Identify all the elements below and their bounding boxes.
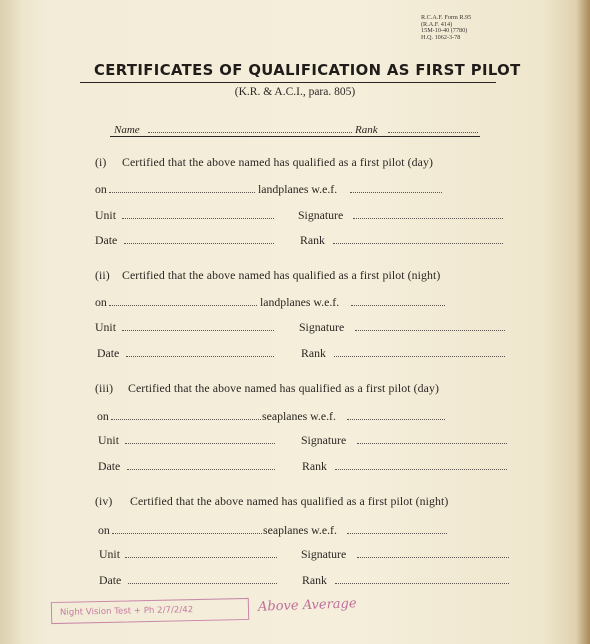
unit-field[interactable] [122,218,274,219]
on-field[interactable] [109,305,257,306]
page-subtitle: (K.R. & A.C.I., para. 805) [234,86,356,98]
certificate-section [95,268,515,363]
on-field[interactable] [111,419,261,420]
on-label: on [95,182,107,196]
date-label: Date [99,573,122,587]
on-label: on [97,409,109,423]
certificate-heading [95,381,439,396]
certificate-section [95,381,515,476]
craft-label: landplanes w.e.f. [258,182,338,196]
page-title: CERTIFICATES OF QUALIFICATION AS FIRST PILOT [94,62,521,79]
signature-field[interactable] [355,330,505,331]
on-field[interactable] [109,192,255,193]
date-field[interactable] [127,469,275,470]
rank-label: Rank [355,124,378,136]
name-field[interactable] [148,132,352,133]
certificate-number: (iv) [95,494,113,508]
title-underline [80,82,496,83]
form-ref-line: H.Q. 1062-3-78 [421,33,461,41]
handwritten-note: Above Average [257,596,357,615]
certificate-heading [95,155,433,170]
certificate-text: Certified that the above named has qualified as a first pilot (day) [128,381,440,395]
date-field[interactable] [128,583,277,584]
date-field[interactable] [124,243,274,244]
certificate-section [95,494,515,589]
on-field[interactable] [112,533,262,534]
signature-field[interactable] [357,557,509,558]
form-ref-line: R.C.A.F. Form R.95 [421,14,472,21]
signature-label: Signature [301,547,347,561]
craft-label: seaplanes w.e.f. [262,409,336,423]
signature-label: Signature [298,208,344,222]
on-label: on [98,523,110,537]
signature-field[interactable] [357,443,507,444]
craft-label: seaplanes w.e.f. [263,523,337,537]
date-label: Date [95,233,118,247]
rank-field[interactable] [388,132,478,133]
name-rank-underline [110,136,480,137]
rank-label: Rank [302,573,327,587]
certificate-section [95,155,515,250]
rank-label: Rank [301,346,326,360]
rank-field[interactable] [333,243,503,244]
form-ref-line: (R.A.F. 414) [421,20,453,28]
craft-label: landplanes w.e.f. [260,295,340,309]
wef-date-field[interactable] [351,305,445,306]
signature-label: Signature [299,320,345,334]
date-label: Date [98,459,121,473]
unit-field[interactable] [125,443,275,444]
certificate-number: (ii) [95,268,110,282]
date-field[interactable] [126,356,274,357]
rank-label: Rank [302,459,327,473]
wef-date-field[interactable] [347,533,447,534]
wef-date-field[interactable] [350,192,442,193]
certificate-number: (iii) [95,381,114,395]
unit-label: Unit [95,320,116,334]
certificate-heading [95,268,440,283]
name-label: Name [114,124,140,136]
test-stamp: Night Vision Test + Ph 2/7/2/42 [51,598,249,624]
name-rank-row [110,122,480,138]
unit-label: Unit [99,547,120,561]
form-ref-line: 15M-10-40 (7780) [421,27,468,35]
certificate-number: (i) [95,155,107,169]
certificate-text: Certified that the above named has qualified as a first pilot (night) [122,268,441,282]
unit-label: Unit [98,433,119,447]
signature-label: Signature [301,433,347,447]
certificate-text: Certified that the above named has qualified as a first pilot (day) [122,155,434,169]
date-label: Date [97,346,120,360]
rank-label: Rank [300,233,325,247]
unit-field[interactable] [125,557,277,558]
unit-field[interactable] [122,330,274,331]
unit-label: Unit [95,208,116,222]
rank-field[interactable] [335,583,509,584]
certificate-text: Certified that the above named has qualified as a first pilot (night) [130,494,449,508]
wef-date-field[interactable] [347,419,445,420]
on-label: on [95,295,107,309]
certificate-heading [95,494,448,509]
rank-field[interactable] [335,469,507,470]
rank-field[interactable] [334,356,505,357]
form-reference [421,15,471,41]
signature-field[interactable] [353,218,503,219]
